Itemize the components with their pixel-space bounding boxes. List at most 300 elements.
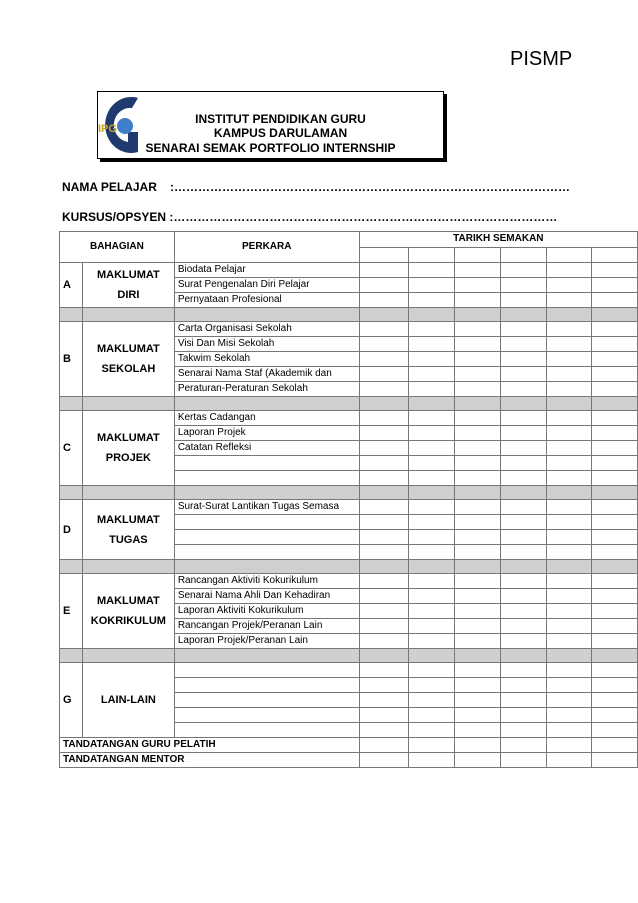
date-check-cell[interactable] [359, 723, 409, 738]
table-row [60, 663, 638, 678]
date-check-cell[interactable] [546, 619, 592, 634]
separator-cell [359, 560, 409, 574]
section-name [82, 263, 174, 308]
date-check-cell[interactable] [409, 337, 455, 352]
separator-cell [546, 308, 592, 322]
checklist-table [59, 231, 638, 768]
date-check-cell[interactable] [592, 278, 638, 293]
date-check-cell[interactable] [592, 663, 638, 678]
date-check-cell[interactable] [546, 500, 592, 515]
date-check-cell[interactable] [500, 604, 546, 619]
date-check-cell[interactable] [409, 382, 455, 397]
date-check-cell[interactable] [359, 471, 409, 486]
separator-cell [60, 308, 83, 322]
separator-cell [82, 486, 174, 500]
section-name [82, 411, 174, 486]
section-separator-row [60, 649, 638, 663]
separator-cell [82, 397, 174, 411]
date-check-cell[interactable] [500, 367, 546, 382]
date-check-cell[interactable] [455, 589, 501, 604]
date-check-cell[interactable] [546, 471, 592, 486]
table-row [60, 411, 638, 426]
separator-cell [455, 308, 501, 322]
date-check-cell[interactable] [546, 723, 592, 738]
date-check-cell[interactable] [455, 515, 501, 530]
date-check-cell[interactable] [455, 471, 501, 486]
date-check-cell[interactable] [500, 530, 546, 545]
date-check-cell[interactable] [592, 604, 638, 619]
date-check-cell[interactable] [409, 678, 455, 693]
date-check-cell[interactable] [409, 456, 455, 471]
separator-cell [82, 649, 174, 663]
item-cell [174, 693, 359, 708]
date-check-cell[interactable] [455, 411, 501, 426]
separator-cell [409, 486, 455, 500]
date-check-cell[interactable] [546, 456, 592, 471]
col-tarikh-header: TARIKH SEMAKAN [359, 232, 637, 248]
date-check-cell[interactable] [546, 278, 592, 293]
separator-cell [592, 308, 638, 322]
date-check-cell[interactable] [592, 293, 638, 308]
date-check-cell[interactable] [546, 263, 592, 278]
date-check-cell[interactable] [546, 322, 592, 337]
separator-cell [455, 486, 501, 500]
date-check-cell[interactable] [359, 738, 409, 753]
date-check-cell[interactable] [455, 293, 501, 308]
date-check-cell[interactable] [409, 693, 455, 708]
date-check-cell[interactable] [592, 441, 638, 456]
section-name [82, 663, 174, 738]
item-cell [174, 545, 359, 560]
separator-cell [455, 649, 501, 663]
section-name-line: LAIN-LAIN [100, 694, 156, 706]
separator-cell [546, 560, 592, 574]
date-check-cell[interactable] [359, 753, 409, 768]
nama-pelajar-value[interactable]: :……………………………………………………………………………………… [170, 180, 570, 194]
date-check-cell[interactable] [592, 693, 638, 708]
separator-cell [409, 397, 455, 411]
date-check-cell[interactable] [409, 471, 455, 486]
date-check-cell[interactable] [592, 352, 638, 367]
date-check-cell[interactable] [500, 426, 546, 441]
section-separator-row [60, 560, 638, 574]
section-name-line: DIRI [117, 289, 140, 301]
date-check-cell[interactable] [359, 441, 409, 456]
section-separator-row [60, 397, 638, 411]
date-check-cell[interactable] [592, 708, 638, 723]
item-cell: Laporan Projek [174, 426, 359, 441]
signature-row [60, 753, 638, 768]
date-check-cell[interactable] [546, 515, 592, 530]
separator-cell [592, 560, 638, 574]
date-check-cell[interactable] [500, 441, 546, 456]
separator-cell [359, 486, 409, 500]
separator-cell [500, 486, 546, 500]
date-check-cell[interactable] [455, 604, 501, 619]
date-check-cell[interactable] [500, 619, 546, 634]
section-name-line: MAKLUMAT [97, 432, 160, 444]
date-check-cell[interactable] [359, 456, 409, 471]
date-check-cell[interactable] [500, 500, 546, 515]
date-check-cell[interactable] [409, 604, 455, 619]
item-cell: Surat Pengenalan Diri Pelajar [174, 278, 359, 293]
section-name [82, 322, 174, 397]
date-check-cell[interactable] [546, 589, 592, 604]
separator-cell [546, 397, 592, 411]
date-check-cell[interactable] [546, 604, 592, 619]
date-check-cell[interactable] [455, 693, 501, 708]
date-check-cell[interactable] [592, 426, 638, 441]
table-row [60, 574, 638, 589]
separator-cell [174, 560, 359, 574]
item-cell: Surat-Surat Lantikan Tugas Semasa [174, 500, 359, 515]
date-check-cell[interactable] [592, 753, 638, 768]
institution-header [97, 91, 444, 159]
corner-label: PISMP [510, 48, 573, 70]
date-check-cell[interactable] [546, 426, 592, 441]
separator-cell [455, 397, 501, 411]
date-check-cell[interactable] [409, 352, 455, 367]
date-check-cell[interactable] [409, 530, 455, 545]
section-name-line: MAKLUMAT [97, 269, 160, 281]
date-check-cell[interactable] [592, 574, 638, 589]
date-check-cell[interactable] [546, 753, 592, 768]
date-check-cell[interactable] [500, 753, 546, 768]
col-perkara-header: PERKARA [174, 232, 359, 263]
date-check-cell[interactable] [359, 293, 409, 308]
section-letter: E [60, 574, 83, 649]
date-check-cell[interactable] [359, 589, 409, 604]
date-check-cell[interactable] [455, 634, 501, 649]
date-check-cell[interactable] [500, 337, 546, 352]
date-check-cell[interactable] [455, 530, 501, 545]
separator-cell [359, 397, 409, 411]
date-check-cell[interactable] [546, 441, 592, 456]
separator-cell [500, 560, 546, 574]
date-check-cell[interactable] [592, 382, 638, 397]
separator-cell [500, 649, 546, 663]
date-check-cell[interactable] [359, 278, 409, 293]
section-name [82, 574, 174, 649]
svg-text:IPG: IPG [98, 123, 117, 135]
date-check-cell[interactable] [455, 322, 501, 337]
separator-cell [174, 486, 359, 500]
section-letter: C [60, 411, 83, 486]
separator-cell [409, 649, 455, 663]
separator-cell [592, 397, 638, 411]
separator-cell [409, 308, 455, 322]
separator-cell [174, 308, 359, 322]
item-cell [174, 723, 359, 738]
section-name-line: MAKLUMAT [97, 595, 160, 607]
date-check-cell[interactable] [409, 263, 455, 278]
kursus-opsyen-value[interactable]: …………………………………………………………………………………… [173, 210, 558, 224]
date-check-cell[interactable] [359, 515, 409, 530]
date-check-cell[interactable] [500, 589, 546, 604]
date-check-cell[interactable] [455, 500, 501, 515]
date-check-cell[interactable] [455, 367, 501, 382]
date-check-cell[interactable] [359, 663, 409, 678]
separator-cell [60, 649, 83, 663]
date-check-cell[interactable] [359, 634, 409, 649]
date-check-cell[interactable] [500, 263, 546, 278]
date-check-cell[interactable] [500, 545, 546, 560]
nama-pelajar-label: NAMA PELAJAR [62, 180, 157, 194]
date-check-cell[interactable] [500, 352, 546, 367]
date-check-cell[interactable] [359, 693, 409, 708]
section-name-line: KOKRIKULUM [90, 615, 166, 627]
date-check-cell[interactable] [455, 753, 501, 768]
date-check-cell[interactable] [546, 708, 592, 723]
date-check-cell[interactable] [500, 322, 546, 337]
date-check-cell[interactable] [409, 545, 455, 560]
date-check-cell[interactable] [359, 619, 409, 634]
date-check-cell[interactable] [409, 293, 455, 308]
date-check-cell[interactable] [359, 263, 409, 278]
date-check-cell[interactable] [359, 604, 409, 619]
item-cell [174, 708, 359, 723]
date-check-cell[interactable] [592, 738, 638, 753]
date-check-cell[interactable] [409, 708, 455, 723]
date-check-cell[interactable] [359, 574, 409, 589]
date-check-cell[interactable] [409, 723, 455, 738]
date-check-cell[interactable] [546, 337, 592, 352]
date-check-cell[interactable] [500, 708, 546, 723]
date-check-cell[interactable] [592, 337, 638, 352]
date-check-cell[interactable] [500, 411, 546, 426]
date-check-cell[interactable] [592, 678, 638, 693]
date-check-cell[interactable] [455, 619, 501, 634]
date-check-cell[interactable] [546, 574, 592, 589]
item-cell: Pernyataan Profesional [174, 293, 359, 308]
separator-cell [174, 397, 359, 411]
date-check-cell[interactable] [409, 619, 455, 634]
date-check-cell[interactable] [409, 753, 455, 768]
separator-cell [359, 649, 409, 663]
date-check-cell[interactable] [592, 471, 638, 486]
separator-cell [592, 649, 638, 663]
date-check-cell[interactable] [455, 263, 501, 278]
date-check-cell[interactable] [546, 634, 592, 649]
table-row [60, 500, 638, 515]
separator-cell [592, 486, 638, 500]
date-check-cell[interactable] [455, 382, 501, 397]
date-check-cell[interactable] [500, 663, 546, 678]
date-check-cell[interactable] [500, 278, 546, 293]
date-check-cell[interactable] [359, 247, 409, 263]
separator-cell [60, 560, 83, 574]
date-check-cell[interactable] [455, 545, 501, 560]
separator-cell [455, 560, 501, 574]
separator-cell [409, 560, 455, 574]
section-name-line: MAKLUMAT [97, 343, 160, 355]
item-cell: Carta Organisasi Sekolah [174, 322, 359, 337]
date-check-cell[interactable] [500, 634, 546, 649]
separator-cell [359, 308, 409, 322]
date-check-cell[interactable] [592, 322, 638, 337]
signature-label: TANDATANGAN MENTOR [60, 753, 360, 768]
kursus-opsyen-field [62, 210, 557, 224]
item-cell: Senarai Nama Ahli Dan Kehadiran [174, 589, 359, 604]
item-cell: Biodata Pelajar [174, 263, 359, 278]
date-check-cell[interactable] [409, 247, 455, 263]
date-check-cell[interactable] [359, 337, 409, 352]
date-check-cell[interactable] [500, 693, 546, 708]
section-name-line: PROJEK [105, 452, 151, 464]
date-check-cell[interactable] [500, 471, 546, 486]
date-check-cell[interactable] [500, 678, 546, 693]
item-cell: Visi Dan Misi Sekolah [174, 337, 359, 352]
date-check-cell[interactable] [455, 247, 501, 263]
date-check-cell[interactable] [409, 426, 455, 441]
date-check-cell[interactable] [359, 411, 409, 426]
date-check-cell[interactable] [592, 411, 638, 426]
date-check-cell[interactable] [546, 663, 592, 678]
date-check-cell[interactable] [592, 456, 638, 471]
date-check-cell[interactable] [455, 352, 501, 367]
date-check-cell[interactable] [592, 515, 638, 530]
date-check-cell[interactable] [455, 441, 501, 456]
item-cell: Rancangan Projek/Peranan Lain [174, 619, 359, 634]
item-cell [174, 456, 359, 471]
item-cell [174, 678, 359, 693]
col-bahagian-header: BAHAGIAN [60, 232, 175, 263]
date-check-cell[interactable] [409, 367, 455, 382]
separator-cell [82, 308, 174, 322]
section-separator-row [60, 486, 638, 500]
date-check-cell[interactable] [546, 693, 592, 708]
date-check-cell[interactable] [546, 382, 592, 397]
date-check-cell[interactable] [592, 500, 638, 515]
section-name-line: MAKLUMAT [97, 513, 160, 526]
item-cell [174, 530, 359, 545]
date-check-cell[interactable] [359, 382, 409, 397]
item-cell: Kertas Cadangan [174, 411, 359, 426]
date-check-cell[interactable] [409, 574, 455, 589]
date-check-cell[interactable] [500, 738, 546, 753]
date-check-cell[interactable] [500, 723, 546, 738]
item-cell: Catatan Refleksi [174, 441, 359, 456]
section-name-line: SEKOLAH [101, 363, 156, 375]
table-row [60, 322, 638, 337]
date-check-cell[interactable] [546, 352, 592, 367]
kursus-opsyen-label: KURSUS/OPSYEN : [62, 210, 174, 224]
date-check-cell[interactable] [409, 738, 455, 753]
section-letter: A [60, 263, 83, 308]
date-check-cell[interactable] [455, 678, 501, 693]
date-check-cell[interactable] [409, 322, 455, 337]
header-line-2: KAMPUS DARULAMAN [213, 126, 348, 140]
date-check-cell[interactable] [592, 589, 638, 604]
section-separator-row [60, 308, 638, 322]
date-check-cell[interactable] [546, 247, 592, 263]
date-check-cell[interactable] [546, 530, 592, 545]
date-check-cell[interactable] [500, 247, 546, 263]
table-header-row [60, 232, 638, 248]
item-cell [174, 471, 359, 486]
date-check-cell[interactable] [455, 278, 501, 293]
date-check-cell[interactable] [359, 426, 409, 441]
separator-cell [174, 649, 359, 663]
date-check-cell[interactable] [592, 619, 638, 634]
separator-cell [82, 560, 174, 574]
item-cell [174, 663, 359, 678]
date-check-cell[interactable] [455, 456, 501, 471]
date-check-cell[interactable] [592, 530, 638, 545]
item-cell: Rancangan Aktiviti Kokurikulum [174, 574, 359, 589]
separator-cell [546, 649, 592, 663]
separator-cell [60, 397, 83, 411]
nama-pelajar-field [62, 180, 570, 194]
date-check-cell[interactable] [546, 678, 592, 693]
date-check-cell[interactable] [592, 367, 638, 382]
date-check-cell[interactable] [592, 247, 638, 263]
date-check-cell[interactable] [409, 634, 455, 649]
item-cell: Takwim Sekolah [174, 352, 359, 367]
date-check-cell[interactable] [455, 337, 501, 352]
date-check-cell[interactable] [592, 545, 638, 560]
date-check-cell[interactable] [592, 263, 638, 278]
date-check-cell[interactable] [409, 441, 455, 456]
date-check-cell[interactable] [546, 738, 592, 753]
table-row [60, 263, 638, 278]
date-check-cell[interactable] [409, 663, 455, 678]
date-check-cell[interactable] [359, 500, 409, 515]
date-check-cell[interactable] [455, 663, 501, 678]
date-check-cell[interactable] [546, 293, 592, 308]
date-check-cell[interactable] [455, 426, 501, 441]
date-check-cell[interactable] [359, 708, 409, 723]
section-name-line: TUGAS [109, 533, 148, 546]
date-check-cell[interactable] [546, 411, 592, 426]
date-check-cell[interactable] [409, 278, 455, 293]
date-check-cell[interactable] [359, 352, 409, 367]
item-cell: Laporan Projek/Peranan Lain [174, 634, 359, 649]
date-check-cell[interactable] [500, 293, 546, 308]
date-check-cell[interactable] [359, 678, 409, 693]
date-check-cell[interactable] [592, 634, 638, 649]
section-name [82, 500, 174, 560]
header-line-3: SENARAI SEMAK PORTFOLIO INTERNSHIP [145, 141, 396, 155]
date-check-cell[interactable] [455, 738, 501, 753]
date-check-cell[interactable] [455, 574, 501, 589]
section-letter: D [60, 500, 83, 560]
item-cell: Laporan Aktiviti Kokurikulum [174, 604, 359, 619]
date-check-cell[interactable] [455, 723, 501, 738]
date-check-cell[interactable] [592, 723, 638, 738]
item-cell: Senarai Nama Staf (Akademik dan [174, 367, 359, 382]
date-check-cell[interactable] [500, 515, 546, 530]
date-check-cell[interactable] [359, 367, 409, 382]
header-line-1: INSTITUT PENDIDIKAN GURU [195, 112, 366, 126]
date-check-cell[interactable] [546, 545, 592, 560]
date-check-cell[interactable] [359, 530, 409, 545]
date-check-cell[interactable] [409, 515, 455, 530]
separator-cell [546, 486, 592, 500]
date-check-cell[interactable] [455, 708, 501, 723]
date-check-cell[interactable] [359, 545, 409, 560]
date-check-cell[interactable] [409, 589, 455, 604]
section-letter: B [60, 322, 83, 397]
separator-cell [60, 486, 83, 500]
date-check-cell[interactable] [409, 500, 455, 515]
date-check-cell[interactable] [500, 574, 546, 589]
date-check-cell[interactable] [500, 456, 546, 471]
date-check-cell[interactable] [500, 382, 546, 397]
date-check-cell[interactable] [546, 367, 592, 382]
date-check-cell[interactable] [409, 411, 455, 426]
date-check-cell[interactable] [359, 322, 409, 337]
